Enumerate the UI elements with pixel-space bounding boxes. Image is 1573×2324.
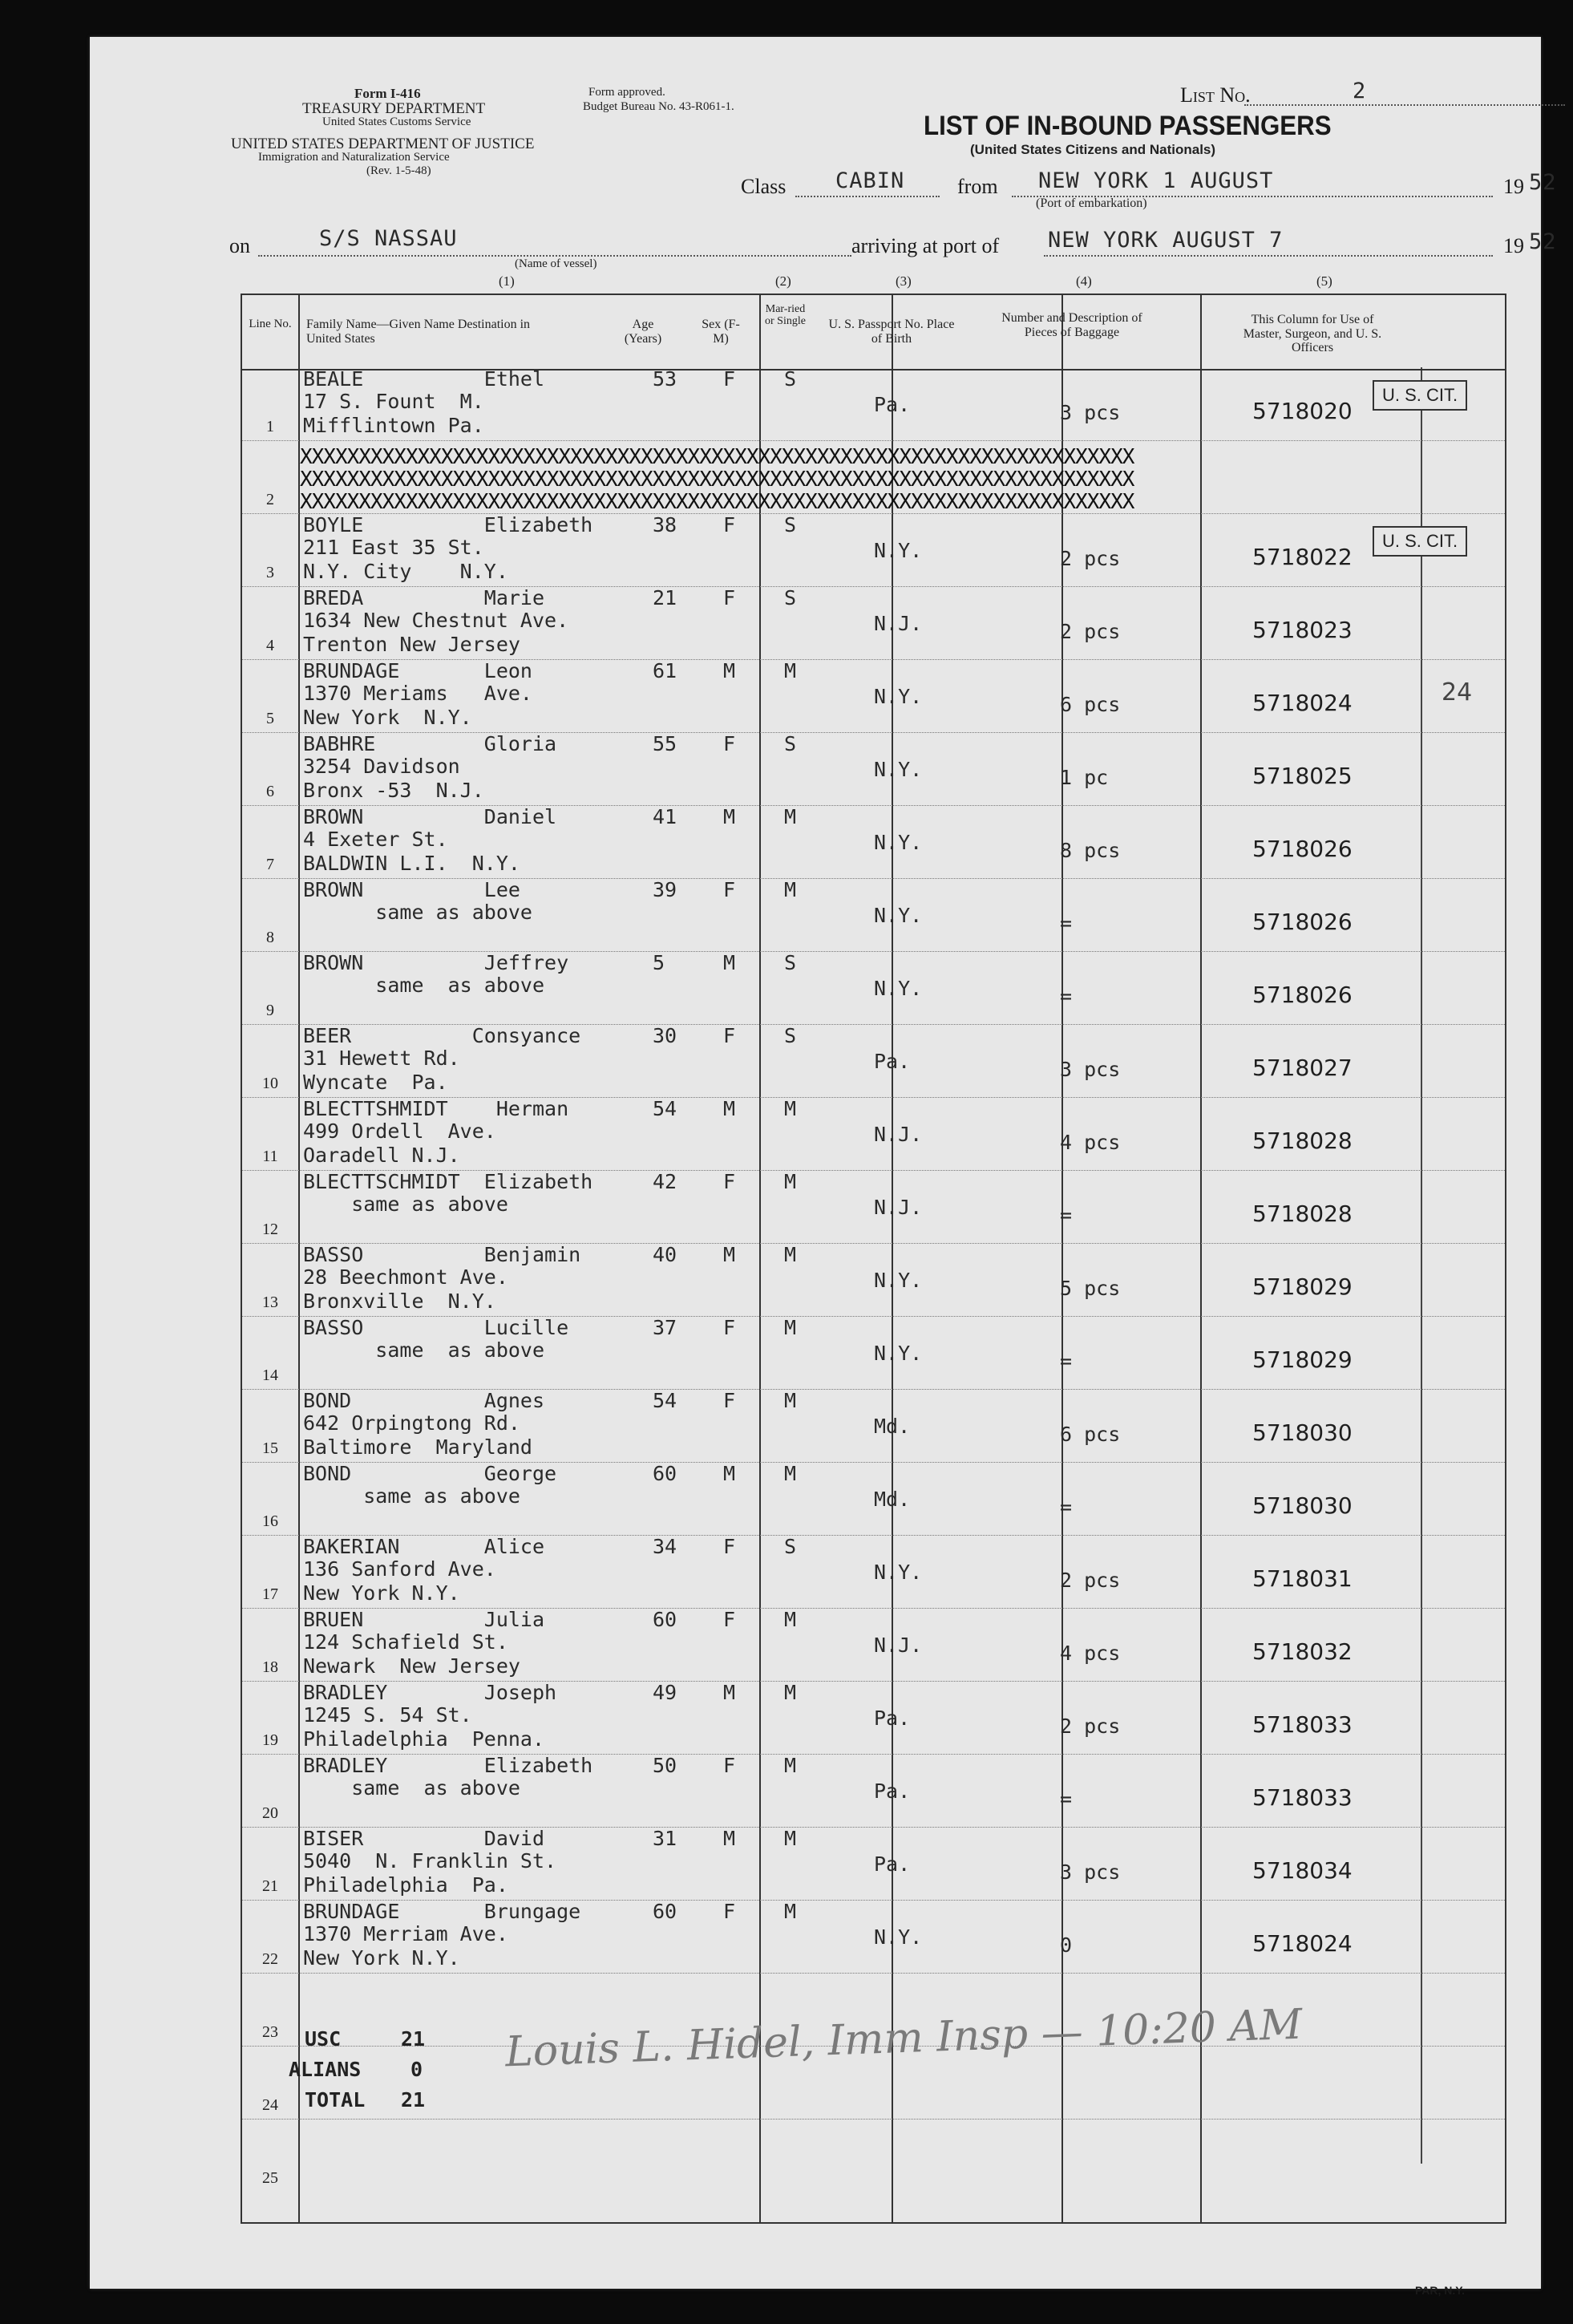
form-number: Form I-416: [354, 86, 421, 101]
passenger-name: BASSO Benjamin: [303, 1243, 581, 1266]
table-row: [242, 1099, 1505, 1172]
baggage-count: 2 pcs: [1060, 1569, 1121, 1592]
ticket-number: 5718026: [1252, 836, 1353, 862]
passenger-name: BOND Agnes: [303, 1389, 545, 1412]
ticket-number: 5718034: [1252, 1857, 1353, 1884]
header-sex: Sex (F-M): [702, 318, 740, 346]
baggage-count: =: [1060, 1788, 1073, 1811]
line-number: 2: [266, 491, 274, 508]
total-label: TOTAL: [305, 2088, 366, 2111]
passenger-age: 60: [653, 1462, 677, 1485]
passenger-name: BLECTTSCHMIDT Elizabeth: [303, 1170, 593, 1193]
birth-place: N.Y.: [874, 1561, 923, 1584]
marital-status: M: [784, 1462, 797, 1485]
table-row: [242, 880, 1505, 953]
printer-footer: PAR, N.Y.: [1415, 2284, 1465, 2297]
passenger-age: 41: [653, 805, 677, 828]
line-number: 10: [262, 1075, 278, 1092]
ticket-number: 5718024: [1252, 1930, 1353, 1957]
us-citizen-stamp: U. S. CIT.: [1373, 380, 1467, 411]
from-value: NEW YORK 1 AUGUST: [1038, 168, 1274, 193]
year-prefix-2: 19: [1503, 234, 1524, 257]
vessel-note: (Name of vessel): [515, 257, 597, 270]
birth-place: N.Y.: [874, 539, 923, 562]
birth-place: N.J.: [874, 1634, 923, 1657]
birth-place: N.Y.: [874, 904, 923, 927]
passenger-address: 28 Beechmont Ave.: [303, 1265, 508, 1289]
passenger-age: 40: [653, 1243, 677, 1266]
crossed-out-entry: XXXXXXXXXXXXXXXXXXXXXXXXXXXXXXXXXXXXXXXXXXXXXXXXXXXXXXXXXXXXXXXXXXXXXXX: [300, 490, 1134, 514]
table-row: [242, 1318, 1505, 1391]
table-row: [242, 953, 1505, 1026]
passenger-name: BROWN Lee: [303, 878, 520, 901]
vessel-name: S/S NASSAU: [319, 226, 458, 251]
year-2: 52: [1529, 229, 1557, 254]
passenger-age: 34: [653, 1535, 677, 1558]
passenger-address: 1370 Meriams Ave.: [303, 682, 532, 705]
passenger-sex: F: [723, 367, 736, 391]
line-number: 16: [262, 1512, 278, 1530]
port-embarkation-note: (Port of embarkation): [1036, 196, 1147, 210]
passenger-name: BEER Consyance: [303, 1024, 581, 1047]
baggage-count: 6 pcs: [1060, 693, 1121, 716]
passenger-address: 136 Sanford Ave.: [303, 1557, 496, 1581]
header-passport: U. S. Passport No. Place of Birth: [828, 318, 955, 346]
line-number: 11: [262, 1148, 278, 1165]
passenger-sex: M: [723, 659, 736, 682]
birth-place: Pa.: [874, 393, 911, 416]
passenger-address: same as above: [303, 1484, 520, 1508]
passenger-name: BOND George: [303, 1462, 557, 1485]
passenger-name: BRUEN Julia: [303, 1608, 545, 1631]
table-row: [242, 661, 1505, 734]
ticket-number: 5718024: [1252, 690, 1353, 716]
line-number: 12: [262, 1221, 278, 1238]
list-no-label: List No.: [1180, 83, 1251, 107]
table-row: [242, 1537, 1505, 1609]
marital-status: M: [784, 1754, 797, 1777]
marital-status: S: [784, 367, 797, 391]
birth-place: Pa.: [874, 1852, 911, 1876]
line-number: 14: [262, 1366, 278, 1384]
baggage-count: 3 pcs: [1060, 401, 1121, 424]
marital-status: S: [784, 732, 797, 755]
baggage-count: =: [1060, 1204, 1073, 1227]
ticket-number: 5718025: [1252, 763, 1353, 789]
header-name: Family Name—Given Name Destination in United States: [306, 318, 531, 346]
passenger-age: 55: [653, 732, 677, 755]
baggage-count: =: [1060, 912, 1073, 935]
line-number: 18: [262, 1658, 278, 1676]
line-number: 7: [266, 856, 274, 873]
table-row: [242, 1172, 1505, 1245]
col-num-1: (1): [499, 273, 515, 289]
passenger-city: New York N.Y.: [303, 1581, 460, 1605]
ticket-number: 5718027: [1252, 1055, 1353, 1081]
arriving-port: NEW YORK AUGUST 7: [1048, 228, 1284, 253]
passenger-sex: M: [723, 1827, 736, 1850]
ticket-number: 5718030: [1252, 1419, 1353, 1446]
birth-place: Md.: [874, 1488, 911, 1511]
ticket-number: 5718029: [1252, 1346, 1353, 1373]
ticket-number: 5718022: [1252, 544, 1353, 570]
line-number: 24: [262, 2096, 278, 2114]
table-row: [242, 807, 1505, 880]
passenger-city: New York N.Y.: [303, 706, 472, 729]
passenger-name: BABHRE Gloria: [303, 732, 557, 755]
passenger-address: 499 Ordell Ave.: [303, 1119, 496, 1143]
passenger-sex: F: [723, 1754, 736, 1777]
baggage-count: 4 pcs: [1060, 1642, 1121, 1665]
marital-status: M: [784, 805, 797, 828]
line-number: 17: [262, 1585, 278, 1603]
passenger-city: Newark New Jersey: [303, 1654, 520, 1678]
marital-status: S: [784, 1535, 797, 1558]
passenger-age: 42: [653, 1170, 677, 1193]
ins-service: Immigration and Naturalization Service: [258, 151, 450, 164]
birth-place: N.Y.: [874, 1925, 923, 1949]
passenger-age: 54: [653, 1097, 677, 1120]
table-row: [242, 1901, 1505, 1974]
table-row: [242, 369, 1505, 442]
passenger-address: 3254 Davidson: [303, 755, 460, 778]
budget-bureau: Budget Bureau No. 43-R061-1.: [583, 100, 734, 113]
line-number: 21: [262, 1877, 278, 1895]
birth-place: N.J.: [874, 612, 923, 635]
ticket-number: 5718029: [1252, 1273, 1353, 1300]
line-number: 3: [266, 564, 274, 581]
passenger-sex: F: [723, 732, 736, 755]
passenger-sex: M: [723, 1681, 736, 1704]
passenger-city: Mifflintown Pa.: [303, 414, 484, 437]
passenger-sex: F: [723, 878, 736, 901]
line-number: 25: [262, 2169, 278, 2187]
header-age: Age (Years): [624, 318, 662, 346]
passenger-sex: F: [723, 513, 736, 536]
passenger-age: 61: [653, 659, 677, 682]
form-approved: Form approved.: [588, 86, 665, 99]
baggage-count: 2 pcs: [1060, 547, 1121, 570]
passenger-name: BOYLE Elizabeth: [303, 513, 593, 536]
marital-status: M: [784, 1097, 797, 1120]
class-label: Class: [741, 175, 786, 198]
header-officers: This Column for Use of Master, Surgeon, and U. S. Officers: [1243, 313, 1382, 355]
ticket-number: 5718033: [1252, 1711, 1353, 1738]
birth-place: Pa.: [874, 1050, 911, 1073]
passenger-age: 53: [653, 367, 677, 391]
crossed-out-entry: XXXXXXXXXXXXXXXXXXXXXXXXXXXXXXXXXXXXXXXXXXXXXXXXXXXXXXXXXXXXXXXXXXXXXXX: [300, 468, 1134, 492]
passenger-name: BRUNDAGE Leon: [303, 659, 532, 682]
passenger-age: 60: [653, 1608, 677, 1631]
ticket-number: 5718032: [1252, 1638, 1353, 1665]
passenger-name: BRUNDAGE Brungage: [303, 1900, 581, 1923]
marital-status: M: [784, 1608, 797, 1631]
table-row-empty: [242, 2120, 1505, 2193]
passenger-address: 124 Schafield St.: [303, 1630, 508, 1654]
year-1: 52: [1529, 170, 1557, 195]
passenger-age: 49: [653, 1681, 677, 1704]
marital-status: M: [784, 1827, 797, 1850]
marital-status: M: [784, 1170, 797, 1193]
birth-place: Pa.: [874, 1779, 911, 1803]
passenger-sex: F: [723, 1389, 736, 1412]
on-label: on: [229, 234, 250, 257]
passenger-name: BLECTTSHMIDT Herman: [303, 1097, 569, 1120]
header-married: Mar-ried or Single: [765, 303, 806, 328]
passenger-age: 39: [653, 878, 677, 901]
passenger-table: [241, 294, 1506, 2224]
baggage-count: 8 pcs: [1060, 839, 1121, 862]
birth-place: N.J.: [874, 1123, 923, 1146]
marital-status: M: [784, 1316, 797, 1339]
line-number: 13: [262, 1294, 278, 1311]
passenger-city: BALDWIN L.I. N.Y.: [303, 852, 520, 875]
line-number: 8: [266, 929, 274, 946]
passenger-age: 60: [653, 1900, 677, 1923]
birth-place: N.Y.: [874, 831, 923, 854]
table-row: [242, 442, 1505, 515]
passenger-address: 31 Hewett Rd.: [303, 1047, 460, 1070]
ticket-number: 5718031: [1252, 1565, 1353, 1592]
baggage-count: 3 pcs: [1060, 1860, 1121, 1884]
passenger-sex: F: [723, 1608, 736, 1631]
passenger-city: N.Y. City N.Y.: [303, 560, 508, 583]
passenger-sex: F: [723, 1316, 736, 1339]
inspector-signature: Louis L. Hidel, Imm Insp — 10:20 AM: [504, 2000, 1304, 2077]
passenger-sex: F: [723, 1535, 736, 1558]
passenger-age: 38: [653, 513, 677, 536]
passenger-name: BREDA Marie: [303, 586, 545, 609]
passenger-address: same as above: [303, 901, 532, 924]
customs-service: United States Customs Service: [322, 115, 471, 128]
class-value: CABIN: [835, 168, 905, 193]
passenger-sex: M: [723, 805, 736, 828]
table-row: [242, 1828, 1505, 1901]
passenger-address: 1245 S. 54 St.: [303, 1703, 472, 1727]
passenger-city: Wyncate Pa.: [303, 1071, 448, 1094]
passenger-city: Philadelphia Penna.: [303, 1727, 545, 1751]
passenger-city: Philadelphia Pa.: [303, 1873, 508, 1897]
birth-place: N.Y.: [874, 758, 923, 781]
marital-status: S: [784, 951, 797, 974]
passenger-sex: F: [723, 586, 736, 609]
line-number: 15: [262, 1439, 278, 1457]
line-number: 20: [262, 1804, 278, 1822]
marital-status: M: [784, 878, 797, 901]
table-row: [242, 588, 1505, 661]
us-citizen-stamp: U. S. CIT.: [1373, 526, 1467, 557]
col-num-2: (2): [775, 273, 791, 289]
line-number: 5: [266, 710, 274, 727]
birth-place: N.Y.: [874, 1269, 923, 1292]
table-row: [242, 1609, 1505, 1682]
header-baggage: Number and Description of Pieces of Baggage: [1001, 311, 1142, 339]
passenger-age: 50: [653, 1754, 677, 1777]
passenger-name: BAKERIAN Alice: [303, 1535, 545, 1558]
passenger-age: 21: [653, 586, 677, 609]
birth-place: Pa.: [874, 1707, 911, 1730]
crossed-out-entry: XXXXXXXXXXXXXXXXXXXXXXXXXXXXXXXXXXXXXXXXXXXXXXXXXXXXXXXXXXXXXXXXXXXXXXX: [300, 445, 1134, 469]
passenger-name: BRADLEY Elizabeth: [303, 1754, 593, 1777]
baggage-count: 2 pcs: [1060, 620, 1121, 643]
passenger-sex: F: [723, 1900, 736, 1923]
passenger-city: Bronx -53 N.J.: [303, 779, 484, 802]
passenger-sex: F: [723, 1170, 736, 1193]
passenger-city: Trenton New Jersey: [303, 633, 520, 656]
passenger-name: BROWN Jeffrey: [303, 951, 569, 974]
passenger-address: same as above: [303, 974, 545, 997]
table-row: [242, 1026, 1505, 1099]
total-label: USC: [305, 2027, 342, 2051]
marital-status: M: [784, 1900, 797, 1923]
margin-note: 24: [1442, 678, 1473, 707]
table-row: [242, 1464, 1505, 1537]
passenger-sex: F: [723, 1024, 736, 1047]
line-number: 19: [262, 1731, 278, 1749]
passenger-city: Bronxville N.Y.: [303, 1290, 496, 1313]
passenger-address: 5040 N. Franklin St.: [303, 1849, 557, 1873]
table-row: [242, 1682, 1505, 1755]
passenger-sex: M: [723, 1462, 736, 1485]
birth-place: N.Y.: [874, 1342, 923, 1365]
arriving-label: arriving at port of: [851, 234, 1000, 257]
marital-status: M: [784, 1243, 797, 1266]
total-value: 0: [410, 2058, 423, 2081]
justice-dept: UNITED STATES DEPARTMENT OF JUSTICE: [231, 136, 535, 152]
baggage-count: 3 pcs: [1060, 1058, 1121, 1081]
passenger-sex: M: [723, 1097, 736, 1120]
ticket-number: 5718023: [1252, 617, 1353, 643]
passenger-address: same as above: [303, 1776, 520, 1800]
ticket-number: 5718033: [1252, 1784, 1353, 1811]
baggage-count: =: [1060, 1350, 1073, 1373]
passenger-address: 1370 Merriam Ave.: [303, 1922, 508, 1945]
line-number: 9: [266, 1002, 274, 1019]
line-number: 23: [262, 2023, 278, 2041]
baggage-count: =: [1060, 1496, 1073, 1519]
marital-status: M: [784, 659, 797, 682]
passenger-city: Baltimore Maryland: [303, 1435, 532, 1459]
table-row: [242, 1245, 1505, 1318]
passenger-address: 4 Exeter St.: [303, 828, 448, 851]
line-number: 4: [266, 637, 274, 654]
baggage-count: 0: [1060, 1933, 1073, 1957]
line-number: 22: [262, 1950, 278, 1968]
table-row: [242, 515, 1505, 588]
ticket-number: 5718028: [1252, 1128, 1353, 1154]
treasury-dept: TREASURY DEPARTMENT: [302, 100, 486, 117]
passenger-name: BRADLEY Joseph: [303, 1681, 557, 1704]
passenger-address: same as above: [303, 1192, 508, 1216]
passenger-address: 642 Orpingtong Rd.: [303, 1411, 520, 1435]
marital-status: S: [784, 1024, 797, 1047]
passenger-age: 5: [653, 951, 665, 974]
passenger-age: 37: [653, 1316, 677, 1339]
form-subtitle: (United States Citizens and Nationals): [970, 142, 1216, 157]
passenger-sex: M: [723, 1243, 736, 1266]
table-row: [242, 734, 1505, 807]
baggage-count: 1 pc: [1060, 766, 1109, 789]
baggage-count: =: [1060, 985, 1073, 1008]
list-number: 2: [1353, 79, 1367, 103]
passenger-age: 31: [653, 1827, 677, 1850]
marital-status: M: [784, 1389, 797, 1412]
passenger-address: 1634 New Chestnut Ave.: [303, 609, 569, 632]
line-number: 6: [266, 783, 274, 800]
total-label: ALIANS: [289, 2058, 362, 2081]
ticket-number: 5718026: [1252, 909, 1353, 935]
passenger-address: 211 East 35 St.: [303, 536, 484, 559]
passenger-city: Oaradell N.J.: [303, 1144, 460, 1167]
total-value: 21: [401, 2027, 426, 2051]
baggage-count: 2 pcs: [1060, 1715, 1121, 1738]
from-label: from: [957, 175, 998, 198]
baggage-count: 4 pcs: [1060, 1131, 1121, 1154]
passenger-name: BROWN Daniel: [303, 805, 557, 828]
passenger-city: New York N.Y.: [303, 1946, 460, 1970]
passenger-name: BASSO Lucille: [303, 1316, 569, 1339]
ticket-number: 5718030: [1252, 1492, 1353, 1519]
marital-status: M: [784, 1681, 797, 1704]
passenger-address: 17 S. Fount M.: [303, 390, 484, 413]
baggage-count: 5 pcs: [1060, 1277, 1121, 1300]
passenger-address: same as above: [303, 1338, 545, 1362]
table-row: [242, 1755, 1505, 1828]
passenger-name: BISER David: [303, 1827, 545, 1850]
total-value: 21: [401, 2088, 426, 2111]
ticket-number: 5718028: [1252, 1200, 1353, 1227]
col-num-5: (5): [1316, 273, 1332, 289]
year-prefix-1: 19: [1503, 175, 1524, 198]
marital-status: S: [784, 513, 797, 536]
table-row: [242, 1391, 1505, 1464]
line-number: 1: [266, 418, 274, 435]
birth-place: N.Y.: [874, 977, 923, 1000]
birth-place: Md.: [874, 1415, 911, 1438]
revision-date: (Rev. 1-5-48): [366, 164, 431, 177]
marital-status: S: [784, 586, 797, 609]
birth-place: N.Y.: [874, 685, 923, 708]
passenger-age: 54: [653, 1389, 677, 1412]
header-line-no: Line No.: [249, 318, 292, 330]
passenger-name: BEALE Ethel: [303, 367, 545, 391]
birth-place: N.J.: [874, 1196, 923, 1219]
ticket-number: 5718026: [1252, 982, 1353, 1008]
ticket-number: 5718020: [1252, 398, 1353, 424]
form-title: LIST OF IN-BOUND PASSENGERS: [924, 111, 1332, 141]
col-num-3: (3): [896, 273, 912, 289]
col-num-4: (4): [1076, 273, 1092, 289]
passenger-age: 30: [653, 1024, 677, 1047]
baggage-count: 6 pcs: [1060, 1423, 1121, 1446]
passenger-sex: M: [723, 951, 736, 974]
